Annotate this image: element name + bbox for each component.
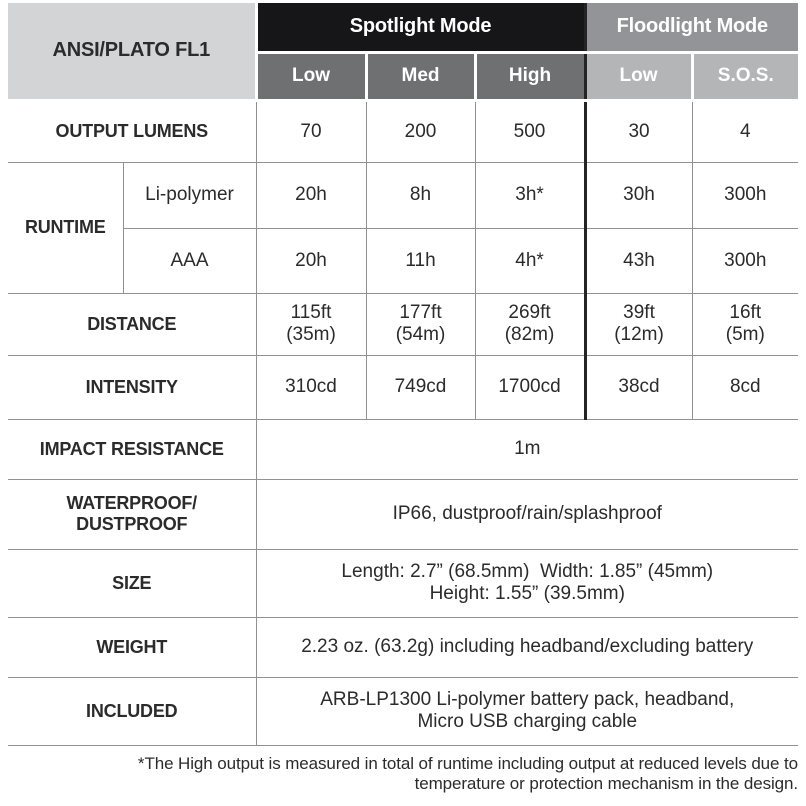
output-lumens-label: OUTPUT LUMENS xyxy=(8,100,256,162)
impact-resistance-label: IMPACT RESISTANCE xyxy=(8,419,256,479)
row-impact-resistance xyxy=(8,419,798,479)
distance-metric: (5m) xyxy=(725,324,765,345)
lumens-spot-med: 200 xyxy=(366,100,475,162)
distance-metric: (12m) xyxy=(614,324,664,345)
distance-imperial: 269ft xyxy=(508,301,551,323)
included-value xyxy=(256,677,798,745)
footnote-line2: temperature or protection mechanism in the design. xyxy=(414,773,798,793)
included-value-line1: ARB-LP1300 Li-polymer battery pack, headband, xyxy=(320,688,735,710)
distance-imperial: 16ft xyxy=(729,301,762,323)
intensity-spot-med: 749cd xyxy=(366,355,475,419)
floodlight-mode-header: Floodlight Mode xyxy=(585,3,798,52)
distance-spot-low xyxy=(256,293,366,355)
distance-imperial: 39ft xyxy=(623,301,655,323)
distance-metric: (35m) xyxy=(286,324,336,345)
included-label: INCLUDED xyxy=(8,677,256,745)
waterproof-label-line2: DUSTPROOF xyxy=(76,514,188,534)
spotlight-mode-header: Spotlight Mode xyxy=(256,3,585,52)
size-label: SIZE xyxy=(8,549,256,617)
distance-metric: (82m) xyxy=(504,324,555,345)
footnote xyxy=(8,754,798,794)
lumens-spot-high: 500 xyxy=(475,100,585,162)
distance-imperial: 177ft xyxy=(399,301,442,323)
intensity-spot-low: 310cd xyxy=(256,355,366,419)
size-value xyxy=(256,549,798,617)
runtime-label: RUNTIME xyxy=(8,162,123,293)
subcol-floodlight-low: Low xyxy=(585,52,692,100)
row-distance xyxy=(8,293,798,355)
intensity-flood-sos: 8cd xyxy=(692,355,798,419)
corner-standard-label: ANSI/PLATO FL1 xyxy=(8,3,256,100)
waterproof-value: IP66, dustproof/rain/splashproof xyxy=(256,479,798,549)
impact-resistance-value: 1m xyxy=(256,419,798,479)
waterproof-label xyxy=(8,479,256,549)
row-intensity xyxy=(8,355,798,419)
runtime-aaa-flood-low: 43h xyxy=(585,228,692,293)
subcol-spotlight-high: High xyxy=(475,52,585,100)
weight-value: 2.23 oz. (63.2g) including headband/excluding battery xyxy=(256,617,798,677)
runtime-lipo-spot-low: 20h xyxy=(256,162,366,228)
distance-spot-med xyxy=(366,293,475,355)
size-value-line2: Height: 1.55” (39.5mm) xyxy=(429,583,625,604)
lumens-spot-low: 70 xyxy=(256,100,366,162)
runtime-aaa-spot-med: 11h xyxy=(366,228,475,293)
spec-table xyxy=(8,3,798,746)
header-row-modes xyxy=(8,3,798,52)
lumens-flood-low: 30 xyxy=(585,100,692,162)
waterproof-label-line1: WATERPROOF/ xyxy=(66,492,197,513)
distance-flood-sos xyxy=(692,293,798,355)
intensity-label: INTENSITY xyxy=(8,355,256,419)
distance-imperial: 115ft xyxy=(290,301,332,323)
footnote-line1: *The High output is measured in total of runtime including output at reduced levels due to xyxy=(137,753,798,773)
row-included xyxy=(8,677,798,745)
battery-aaa-label: AAA xyxy=(123,228,256,293)
runtime-aaa-spot-low: 20h xyxy=(256,228,366,293)
battery-lipolymer-label: Li-polymer xyxy=(123,162,256,228)
row-size xyxy=(8,549,798,617)
row-output-lumens xyxy=(8,100,798,162)
subcol-spotlight-med: Med xyxy=(366,52,475,100)
runtime-lipo-spot-med: 8h xyxy=(366,162,475,228)
runtime-lipo-flood-sos: 300h xyxy=(692,162,798,228)
size-value-line1: Length: 2.7” (68.5mm) Width: 1.85” (45mm) xyxy=(341,560,714,582)
runtime-aaa-spot-high: 4h* xyxy=(475,228,585,293)
distance-spot-high xyxy=(475,293,585,355)
runtime-aaa-flood-sos: 300h xyxy=(692,228,798,293)
distance-flood-low xyxy=(585,293,692,355)
included-value-line2: Micro USB charging cable xyxy=(417,711,638,732)
intensity-flood-low: 38cd xyxy=(585,355,692,419)
runtime-lipo-flood-low: 30h xyxy=(585,162,692,228)
distance-metric: (54m) xyxy=(395,324,446,345)
runtime-lipo-spot-high: 3h* xyxy=(475,162,585,228)
lumens-flood-sos: 4 xyxy=(692,100,798,162)
intensity-spot-high: 1700cd xyxy=(475,355,585,419)
row-weight xyxy=(8,617,798,677)
row-waterproof xyxy=(8,479,798,549)
subcol-floodlight-sos: S.O.S. xyxy=(692,52,798,100)
subcol-spotlight-low: Low xyxy=(256,52,366,100)
row-runtime-lipolymer xyxy=(8,162,798,228)
row-runtime-aaa xyxy=(8,228,798,293)
distance-label: DISTANCE xyxy=(8,293,256,355)
weight-label: WEIGHT xyxy=(8,617,256,677)
